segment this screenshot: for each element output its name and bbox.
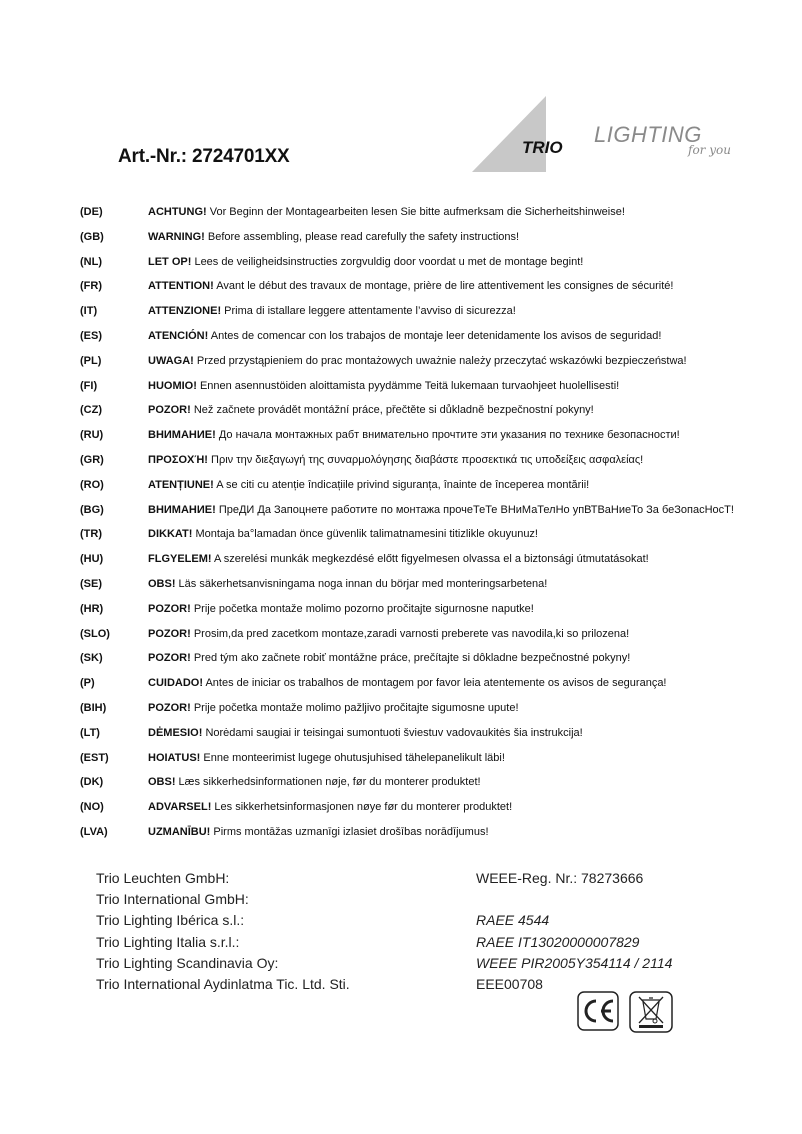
warning-row [80, 279, 780, 304]
warning-keyword: POZOR! [148, 627, 191, 640]
article-number: Art.-Nr.: 2724701XX [118, 146, 290, 167]
warning-text: Prosim,da pred zacetkom montaze,zaradi varnosti preberete vas navodila,ki so prilozena! [190, 627, 630, 640]
warning-row [80, 726, 780, 751]
language-code: (SK) [80, 652, 103, 665]
warning-row [80, 205, 780, 230]
language-code: (NO) [80, 801, 104, 814]
warning-keyword: OBS! [148, 577, 176, 590]
warning-keyword: HUOMIO! [148, 379, 197, 392]
warning-keyword: POZOR! [148, 404, 191, 417]
warning-text: До начала монтажных рабт внимательно прочтите эти указания по технике безопасности! [215, 429, 680, 442]
language-code: (FI) [80, 379, 98, 392]
warning-text: Πριν την διεξαγωγή της συναρμολόγησης διαβάστε προσεκτικά τις υποδείξεις ασφαλείας! [207, 453, 644, 466]
warning-text: Les sikkerhetsinformasjonen nøye før du monterer produktet! [211, 801, 513, 814]
warning-text: Avant le début des travaux de montage, prière de lire attentivement les consignes de sécurité! [213, 280, 674, 293]
warning-row [80, 428, 780, 453]
language-code: (RU) [80, 429, 104, 442]
warning-text: Prije početka montaže molimo pažljivo pročitajte sigumosne upute! [190, 701, 519, 714]
warning-row [80, 503, 780, 528]
language-code: (HU) [80, 553, 104, 566]
company-name: Trio International Aydinlatma Tic. Ltd. Sti. [96, 976, 350, 993]
warning-text: Enne monteerimist lugege ohutusjuhised tähelepanelikult läbi! [200, 751, 505, 764]
warning-keyword: CUIDADO! [148, 677, 203, 690]
language-code: (PL) [80, 354, 102, 367]
language-code: (DK) [80, 776, 104, 789]
language-code: (EST) [80, 751, 109, 764]
language-code: (BG) [80, 503, 104, 516]
language-code: (LT) [80, 726, 100, 739]
warning-row [80, 602, 780, 627]
warning-text: Norėdami saugiai ir teisingai sumontuoti šviestuv vadovaukitės šia instrukcija! [202, 726, 583, 739]
warning-row [80, 775, 780, 800]
language-code: (RO) [80, 478, 104, 491]
warning-text: Vor Beginn der Montagearbeiten lesen Sie bitte aufmerksam die Sicherheitshinweise! [206, 206, 625, 218]
warning-text: Prije početka montaže molimo pozorno pročitajte sigurnosne naputke! [190, 602, 534, 615]
warning-text: Ennen asennustöiden aloittamista pyydämme Teitä lukemaan turvaohjeet huolellisesti! [196, 379, 620, 392]
language-code: (NL) [80, 255, 102, 268]
company-name: Trio Lighting Ibérica s.l.: [96, 912, 245, 929]
warning-text: Pred tým ako začnete robiť montážne práce, prečítajte si dôkladne bezpečnostné pokyny! [190, 652, 631, 665]
warning-row [80, 329, 780, 354]
warning-text: A se citi cu atenție îndicațiile privind siguranța, înainte de începerea montării! [213, 478, 590, 491]
registration-number: EEE00708 [476, 976, 543, 992]
warning-text: Pirms montāžas uzmanīgi izlasiet drošības norādījumus! [210, 825, 489, 838]
warning-keyword: ВНИМАНИЕ! [148, 503, 216, 516]
company-name: Trio Leuchten GmbH: [96, 870, 230, 886]
logo-subtagline: for you [688, 143, 731, 157]
warning-keyword: POZOR! [148, 652, 191, 665]
logo-tagline: LIGHTING [594, 122, 702, 147]
warning-keyword: UWAGA! [148, 354, 194, 367]
warning-row [80, 304, 780, 329]
warning-keyword: ATTENZIONE! [148, 305, 222, 318]
warning-keyword: DĖMESIO! [148, 726, 203, 739]
warning-text: Lees de veiligheidsinstructies zorgvuldig door voordat u met de montage begint! [191, 255, 584, 268]
company-name: Trio Lighting Scandinavia Oy: [96, 954, 279, 971]
registration-number: RAEE 4544 [476, 912, 550, 929]
warning-row [80, 577, 780, 602]
warning-row [80, 478, 780, 503]
warning-text: Antes de iniciar os trabalhos de montagem por favor leia atentemente os avisos de segurança! [203, 677, 667, 690]
warning-row [80, 701, 780, 726]
ce-mark-icon [577, 991, 619, 1031]
language-code: (GB) [80, 230, 104, 243]
logo-brand: TRIO [522, 138, 563, 157]
company-name: Trio Lighting Italia s.r.l.: [96, 933, 240, 950]
language-code: (HR) [80, 602, 104, 615]
language-code: (LVA) [80, 825, 108, 838]
language-code: (CZ) [80, 404, 102, 417]
language-code: (GR) [80, 453, 104, 466]
warning-row [80, 651, 780, 676]
warning-keyword: UZMANĪBU! [148, 825, 211, 838]
warning-row [80, 751, 780, 776]
safety-warnings-list [80, 205, 780, 850]
warning-keyword: ВНИМАНИЕ! [148, 429, 216, 442]
warning-text: A szerelési munkák megkezdésé előtt figyelmesen olvassa el a biztonsági útmutatásokat! [211, 553, 649, 566]
warning-text: Læs sikkerhedsinformationen nøje, før du monterer produktet! [175, 776, 481, 789]
language-code: (TR) [80, 528, 102, 541]
warning-row [80, 527, 780, 552]
warning-row [80, 354, 780, 379]
warning-keyword: ΠΡΟΣΟΧΉ! [148, 453, 208, 466]
warning-keyword: WARNING! [148, 230, 205, 243]
warning-keyword: ADVARSEL! [148, 801, 212, 814]
warning-keyword: ACHTUNG! [148, 206, 207, 218]
warning-text: Przed przystąpieniem do prac montażowych uważnie należy przeczytać wskazówki bezpieczeństwa! [193, 354, 687, 367]
warning-row [80, 627, 780, 652]
registration-number: WEEE PIR2005Y354114 / 2114 [476, 954, 673, 971]
registration-number: RAEE IT13020000007829 [476, 933, 640, 950]
warning-keyword: FLGYELEM! [148, 553, 212, 566]
warning-keyword: ATENȚIUNE! [148, 478, 214, 491]
registration-number: WEEE-Reg. Nr.: 78273666 [476, 870, 644, 886]
warning-text: Before assembling, please read carefully the safety instructions! [204, 230, 520, 243]
warning-text: Prima di istallare leggere attentamente l’avviso di sicurezza! [221, 305, 516, 318]
registration-number [476, 889, 672, 910]
warning-row [80, 379, 780, 404]
warning-row [80, 800, 780, 825]
company-name: Trio International GmbH: [96, 891, 249, 908]
warning-keyword: OBS! [148, 776, 176, 789]
warning-text: Antes de comencar con los trabajos de montaje leer detenidamente los avisos de seguridad! [208, 329, 662, 342]
warning-keyword: HOIATUS! [148, 751, 201, 764]
warning-row [80, 676, 780, 701]
warning-keyword: LET OP! [148, 255, 192, 268]
warning-row [80, 453, 780, 478]
language-code: (DE) [80, 206, 103, 218]
warning-row [80, 403, 780, 428]
weee-bin-icon [629, 991, 673, 1033]
warning-keyword: ATTENTION! [148, 280, 214, 293]
warning-row [80, 552, 780, 577]
company-list [96, 868, 350, 995]
warning-text: Než začnete provádět montážní práce, přečtěte si důkladně bezpečnostní pokyny! [190, 404, 594, 417]
warning-text: Läs säkerhetsanvisningama noga innan du börjar med monteringsarbetena! [175, 577, 548, 590]
language-code: (BIH) [80, 701, 107, 714]
warning-keyword: POZOR! [148, 602, 191, 615]
warning-row [80, 255, 780, 280]
language-code: (SLO) [80, 627, 110, 640]
language-code: (ES) [80, 329, 102, 342]
warning-text: ПреДИ Да Запоцнете работите по монтажа прочеТеТе ВНиМаТелНо упВТВаНиеТо За беЗопасНосТ! [215, 503, 734, 516]
warning-row [80, 825, 780, 850]
language-code: (P) [80, 677, 95, 690]
registration-list [476, 868, 672, 995]
warning-keyword: POZOR! [148, 701, 191, 714]
warning-keyword: ATENCIÓN! [148, 329, 209, 342]
language-code: (FR) [80, 280, 102, 293]
warning-keyword: DIKKAT! [148, 528, 193, 541]
language-code: (SE) [80, 577, 102, 590]
warning-row [80, 230, 780, 255]
warning-text: Montaja ba°lamadan önce güvenlik talimatnamesini titizlikle okuyunuz! [192, 528, 538, 541]
language-code: (IT) [80, 305, 98, 318]
